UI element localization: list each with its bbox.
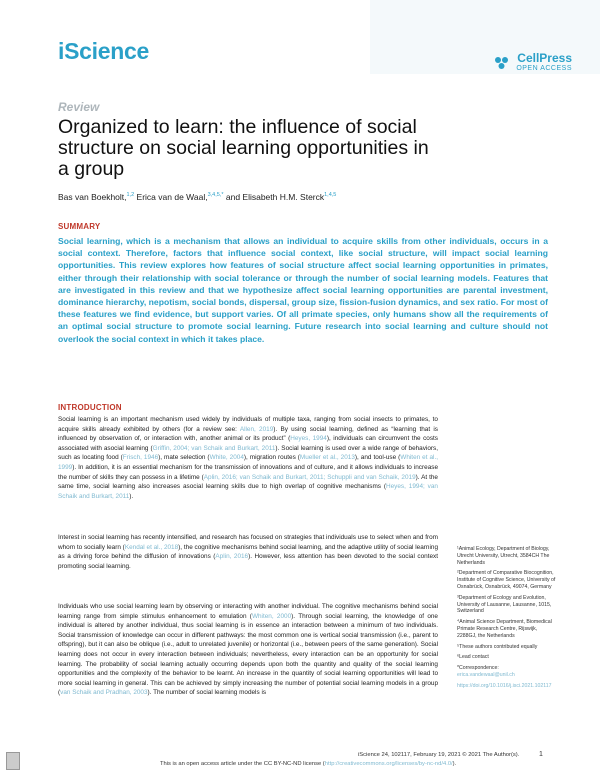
citation-link[interactable]: Whiten, 2000 <box>251 612 292 620</box>
paragraph-text: ). By using social learning, defined as “learning that is influenced by observation of, or interaction with, another animal or its product” ( <box>58 425 438 443</box>
correspondence-email[interactable]: erica.vandewaal@unil.ch <box>457 671 515 678</box>
paragraph-text: Interest in social learning has recently intensified, and research has focused on strategies that individuals use to select when and from whom to socially learn ( <box>58 534 438 551</box>
author-affiliation[interactable]: 3,4,5,* <box>207 192 224 199</box>
paragraph-text: Individuals who use social learning learn by observing or interacting with another individual. The cognitive mechanisms behind social learning range from simple stimulus enhancement to emulation ( <box>58 603 438 620</box>
cellpress-icon <box>494 56 512 70</box>
citation-link[interactable]: Frisch, 1946 <box>122 454 159 462</box>
check-for-updates-icon[interactable] <box>6 752 20 770</box>
author-name: Bas van Boekholt, <box>58 192 127 202</box>
license-suffix: ). <box>452 761 457 767</box>
affiliation-item: ¹Animal Ecology, Department of Biology, Utrecht University, Utrecht, 3584CH The Netherlands <box>457 546 550 566</box>
citation-link[interactable]: Heyes, 1994; van Schaik and Burkart, 2011 <box>58 483 438 500</box>
license-line <box>160 761 456 767</box>
summary-heading: SUMMARY <box>58 222 101 231</box>
citation-link[interactable]: Heyes, 1994 <box>290 435 327 443</box>
intro-paragraph-2 <box>58 533 438 571</box>
citation-line: iScience 24, 102117, February 19, 2021 © 2021 The Author(s). <box>358 752 520 758</box>
citation-link[interactable]: Aplin, 2016 <box>215 553 249 561</box>
paragraph-text: ). The number of social learning models is <box>147 689 267 697</box>
paragraph-text: ), the cognitive mechanisms behind social learning, and the adaptive utility of social learning as a driving force behind the diffusion of innovations ( <box>58 543 438 561</box>
publisher-logo[interactable] <box>494 52 572 74</box>
author-affiliation[interactable]: 1,2 <box>126 192 135 199</box>
citation-link[interactable]: Whiten et al., 1999 <box>58 454 439 471</box>
paragraph-text: ). However, less attention has been devoted to the social context promoting social learning. <box>58 553 438 570</box>
paragraph-text: ). In addition, it is an essential mechanism for the transmission of innovations and of culture, and it allows individuals to increase the number of skills they can possess in a lifetime ( <box>58 463 438 481</box>
affiliation-item: ⁶Lead contact <box>457 654 489 661</box>
citation-link[interactable]: Mueller et al., 2013 <box>299 454 355 462</box>
paragraph-text: Social learning is an important mechanism used widely by individuals of multiple taxa, ranging from social insects to primates, to acquire skills already exhibited by others (for a review see: <box>58 416 438 433</box>
article-title: Organized to learn: the influence of social structure on social learning opportunities in a group <box>58 116 429 180</box>
paragraph-text: ). Through social learning, the knowledge of one individual is altered by another individual, thus social learning is in essence an interaction between a minimum of two individuals. Social transmission of knowledge can occur in different pathways: the most common one is vertical social transmission (i.e., parent to offspring), but it can also be oblique (i.e., adult to unrelated juvenile) or horizontal (i.e., between peers of the same generation). Social learning does not occur in every interaction between individuals; nevertheless, every interaction can be an opportunity for social learning. The probability of social learning actually occurring depends upon both the quantity and quality of the social learning opportunities and the complexity of the behavior to be learnt. An increase in the quantity of social learning opportunities will lead to more social learning in general. This can be achieved by simply increasing the number of potential social learning models in a group ( <box>58 612 438 697</box>
paragraph-text: ), individuals can circumvent the costs associated with asocial learning ( <box>58 435 438 452</box>
intro-paragraph-3 <box>58 602 438 698</box>
paragraph-text: ). <box>129 492 134 500</box>
citation-link[interactable]: van Schaik and Pradhan, 2003 <box>60 689 148 697</box>
publisher-name: CellPress <box>517 51 572 65</box>
affiliation-item: ²Department of Comparative Biocognition, Institute of Cognitive Science, University of Osnabrück, Osnabrück, 49074, Germany <box>457 570 556 590</box>
author-name: and Elisabeth H.M. Sterck <box>225 192 325 202</box>
license-link[interactable]: http://creativecommons.org/licenses/by-nc-nd/4.0/ <box>324 761 453 767</box>
open-access-label: OPEN ACCESS <box>516 65 572 72</box>
intro-paragraph-1 <box>58 415 438 501</box>
article-type: Review <box>58 100 100 114</box>
citation-link[interactable]: Kendal et al., 2018 <box>124 543 179 551</box>
correspondence-label: *Correspondence: <box>457 665 499 672</box>
affiliation-item: ⁴Animal Science Department, Biomedical Primate Research Centre, Rijswijk, 2288GJ, the Netherlands <box>457 619 552 639</box>
author-affiliation[interactable]: 1,4,5 <box>324 192 337 199</box>
introduction-heading: INTRODUCTION <box>58 403 122 412</box>
affiliation-item: ³Department of Ecology and Evolution, University of Lausanne, Lausanne, 1015, Switzerland <box>457 594 552 615</box>
doi-link[interactable]: https://doi.org/10.1016/j.isci.2021.102117 <box>457 682 552 689</box>
citation-link[interactable]: Griffin, 2004; van Schaik and Burkart, 2011 <box>152 444 276 452</box>
author-list <box>58 192 336 202</box>
affiliation-item: ⁵These authors contributed equally <box>457 643 538 650</box>
citation-link[interactable]: Allen, 2019 <box>239 425 274 433</box>
license-prefix: This is an open access article under the CC BY-NC-ND license ( <box>160 761 325 767</box>
paragraph-text: ), and tool-use ( <box>354 454 401 462</box>
page-number: 1 <box>539 751 543 758</box>
author-name: Erica van de Waal, <box>136 192 208 202</box>
citation-link[interactable]: Aplin, 2016; van Schaik and Burkart, 2011; Schuppli and van Schaik, 2019 <box>203 473 416 481</box>
paragraph-text: ). At the same time, social learning also increases asocial learning skills due to high overlap of cognitive mechanisms ( <box>58 473 438 491</box>
citation-link[interactable]: White, 2004 <box>209 454 244 462</box>
journal-title: iScience <box>58 38 149 64</box>
paragraph-text: ). Social learning is used over a wide range of behaviors, such as locating food ( <box>58 444 438 462</box>
summary-text: Social learning, which is a mechanism that allows an individual to acquire skills from other individuals, occurs in a social context. Therefore, factors that influence social context, like social structure, will impact social learning opportunities. This review explores how features of social structure affect social learning opportunities in primates, either through their relationship with social tolerance or through the number of social learning models. Features that are investigated in this review and that we hypothesize affect social learning opportunities are parental investment, dominance hierarchy, nepotism, social bonds, dispersal, group size, fission-fusion dynamics, and sex ratio. For most of these features we find evidence, but support varies. Of all primate species, only humans show all the requirements of an optimal social structure to promote social learning. Future research into social learning and culture should not overlook the social context in which it takes place. <box>58 236 548 344</box>
paragraph-text: ), migration routes ( <box>243 454 300 462</box>
paragraph-text: ), mate selection ( <box>158 454 210 462</box>
affiliations-column <box>457 546 557 694</box>
